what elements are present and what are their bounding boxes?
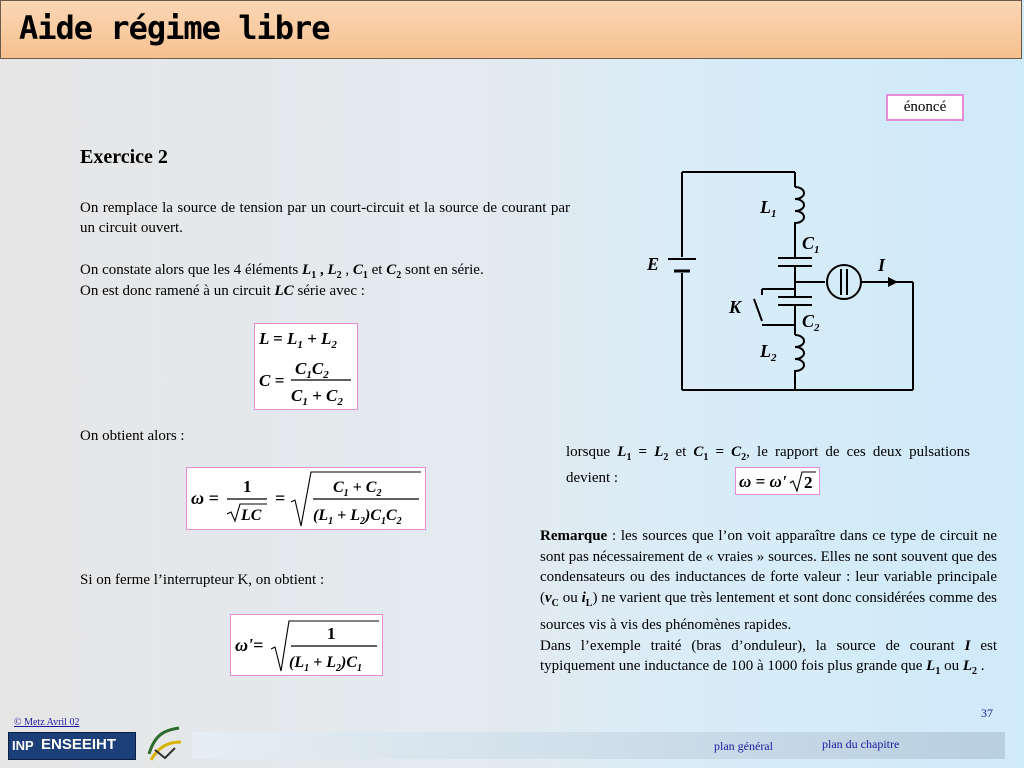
rq-vC: v	[545, 590, 552, 607]
sub-L1: 1	[311, 270, 317, 281]
svg-text:LC: LC	[241, 507, 262, 524]
sym-LC: LC	[274, 283, 294, 299]
lorsque-suffix: , le rapport de ces deux pulsations devient :	[566, 444, 970, 486]
remarque-text-4: est typiquement une inductance de 100 à 1000 fois plus grande que	[540, 637, 997, 675]
formula-ratio-svg	[736, 468, 819, 494]
rq-vC-sub: C	[551, 598, 559, 610]
label-C1: $C_1$	[802, 233, 820, 256]
sep-1: ,	[316, 262, 328, 278]
label-E: E	[647, 254, 660, 274]
constate-prefix: On constate alors que les 4 éléments	[80, 262, 303, 278]
page-title: Aide régime libre	[19, 9, 330, 47]
svg-text:C1 + C2: $C_1 + C_2$	[333, 479, 382, 499]
lq-L1-sub: 1	[626, 452, 632, 463]
svg-text:(L1 + L2)C1: $(L_1 + L_2)C_1$	[289, 654, 362, 674]
rq-L2: L	[962, 658, 972, 675]
sym-C2: C	[386, 262, 397, 278]
formula-L-C-svg	[255, 324, 357, 409]
sub-C1: 1	[362, 270, 368, 281]
formula-omega-prime-svg	[231, 615, 382, 675]
plan-general-link[interactable]: plan général	[714, 739, 773, 753]
svg-text:ω = ω': ω = ω'	[739, 472, 787, 491]
svg-text:1: 1	[243, 477, 252, 496]
logo-enseeiht-text: ENSEEIHT	[41, 736, 117, 753]
formula-ratio	[735, 467, 820, 495]
lq-L1: L	[617, 444, 627, 460]
rq-ou-2: ou	[940, 658, 963, 675]
rq-iL: i	[581, 590, 586, 607]
rq-I: I	[964, 637, 971, 654]
svg-text:ω =: ω =	[191, 488, 219, 508]
formula-omega	[186, 467, 426, 530]
rq-L1: L	[926, 658, 936, 675]
svg-text:2: 2	[804, 473, 813, 492]
enonce-button[interactable]: énoncé	[886, 94, 964, 121]
formula-omega-svg	[187, 468, 425, 529]
logo-inp-text: INP	[12, 738, 34, 753]
remarque-label: Remarque	[540, 528, 608, 544]
remarque-text-3: Dans l’exemple traité (bras d’onduleur), la source de courant	[540, 637, 965, 654]
label-L1: $L_1$	[760, 197, 777, 220]
ramene-paragraph	[80, 281, 580, 301]
label-C2: $C_2$	[802, 311, 820, 334]
sym-L2: L	[327, 262, 337, 278]
obtient-text: On obtient alors :	[80, 428, 185, 444]
sub-L2: 2	[336, 270, 342, 281]
rq-L2-sub: 2	[972, 666, 977, 678]
exercise-title: Exercice 2	[80, 146, 168, 168]
svg-text:=: =	[275, 488, 286, 508]
lq-C1-sub: 1	[703, 452, 709, 463]
remarque-text-1: : les sources que l’on voit apparaître dans ce type de circuit ne sont pas nécessairement de « vraies » sources. Elles ne sont souvent que des condensateurs ou des inductances de forte valeur : leur variable principale (	[540, 528, 997, 607]
page-number: 37	[981, 706, 993, 720]
inp-enseeiht-logo[interactable]	[8, 732, 136, 760]
ramene-suffix: série avec :	[293, 283, 365, 299]
svg-text:(L1 + L2)C1C2: $(L_1 + L_2)C_1C_2$	[313, 507, 402, 527]
current-arrow-icon	[888, 277, 898, 287]
ramene-prefix: On est donc ramené à un circuit	[80, 283, 275, 299]
rq-ou: ou	[558, 590, 582, 607]
lab-logo-icon	[145, 724, 185, 764]
remarque-text-6: .	[977, 658, 985, 675]
sym-L1: L	[302, 262, 312, 278]
ferme-text: Si on ferme l’interrupteur K, on obtient :	[80, 572, 325, 588]
lq-C2: C	[731, 444, 742, 460]
svg-text:C1 + C2: $C_1 + C_2$	[291, 386, 343, 408]
rq-L1-sub: 1	[935, 666, 941, 678]
circuit-diagram	[640, 165, 930, 400]
lq-L2-sub: 2	[663, 452, 669, 463]
constate-suffix: sont en série.	[401, 262, 484, 278]
formula-omega-prime	[230, 614, 383, 676]
remarque-text-2: ) ne varient que très lentement et sont donc considérées comme des sources vis à vis des phénomènes rapides.	[540, 590, 998, 633]
svg-text:C =: C =	[259, 371, 285, 390]
lq-et: et	[668, 444, 694, 460]
label-K: K	[729, 297, 742, 317]
sym-C1: C	[352, 262, 363, 278]
copyright-link[interactable]: © Metz Avril 02	[14, 717, 80, 728]
plan-chapitre-link[interactable]: plan du chapitre	[822, 737, 900, 751]
svg-text:L = L1 + L2: $L = L_1 + L_2$	[259, 329, 337, 351]
sub-C2: 2	[396, 270, 402, 281]
lq-L2: L	[654, 444, 664, 460]
svg-text:ω'=: ω'=	[235, 635, 264, 655]
sep-2: ,	[341, 262, 353, 278]
et-word: et	[367, 262, 387, 278]
remarque-paragraph	[540, 526, 997, 683]
svg-text:1: 1	[327, 624, 336, 643]
lq-eq2: =	[708, 444, 732, 460]
title-bar	[0, 0, 1022, 59]
lq-eq1: =	[631, 444, 655, 460]
lq-C1: C	[693, 444, 704, 460]
intro-paragraph: On remplace la source de tension par un court-circuit et la source de courant par un circuit ouvert.	[80, 200, 570, 236]
lorsque-prefix: lorsque	[566, 444, 618, 460]
label-L2: $L_2$	[760, 341, 777, 364]
rq-iL-sub: L	[585, 598, 593, 610]
formula-L-C	[254, 323, 358, 410]
lq-C2-sub: 2	[741, 452, 747, 463]
label-I: I	[878, 255, 886, 275]
svg-text:C1C2: $C_1C_2$	[295, 359, 329, 381]
